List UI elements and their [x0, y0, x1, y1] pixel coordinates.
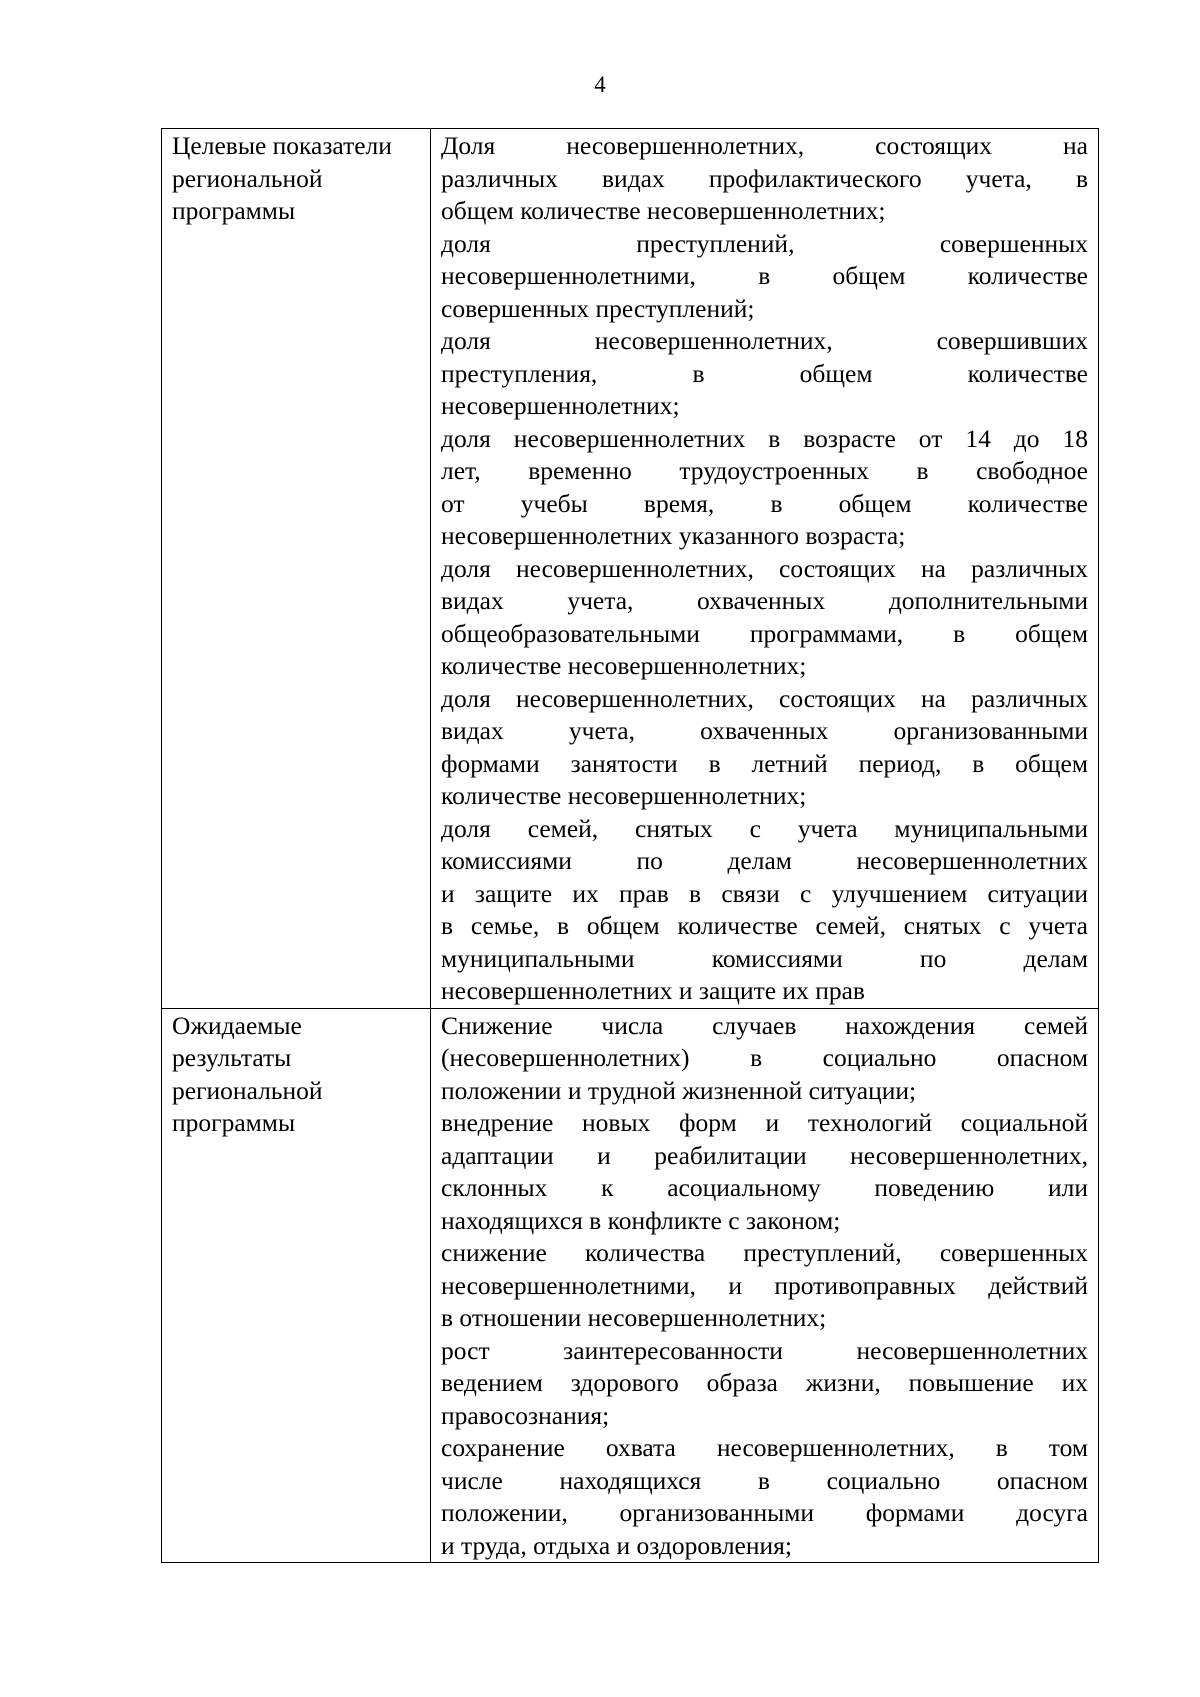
paragraph-line: видах учета, охваченных дополнительными [441, 586, 1088, 615]
paragraph-line: доля преступлений, совершенных [441, 228, 1088, 258]
paragraph-line: Снижение числа случаев нахождения семей [441, 1010, 1088, 1040]
paragraph-line: положении, организованными формами досуга [441, 1498, 1088, 1527]
row-label-cell [162, 129, 431, 1009]
paragraph-line: склонных к асоциальному поведению или [441, 1173, 1088, 1202]
paragraph-line: правосознания; [441, 1400, 610, 1430]
paragraph-line: несовершеннолетними, в общем количестве [441, 261, 1088, 290]
paragraph-line: и труда, отдыха и оздоровления; [441, 1530, 792, 1560]
paragraph-line: преступления, в общем количестве [441, 358, 1088, 388]
paragraph-line: адаптации и реабилитации несовершеннолетних, [441, 1140, 1088, 1170]
content-paragraph [441, 1107, 1088, 1237]
paragraph-line: доля несовершеннолетних в возрасте от 14 до 18 [441, 423, 1088, 453]
table-row [162, 129, 1099, 1009]
paragraph-line: внедрение новых форм и технологий социальной [441, 1108, 1088, 1137]
paragraph-line: видах учета, охваченных организованными [441, 716, 1088, 745]
page-number: 4 [594, 72, 606, 97]
content-paragraph [441, 325, 1088, 423]
paragraph-line: общеобразовательными программами, в общем [441, 618, 1088, 648]
row-content-cell [431, 129, 1099, 1009]
paragraph-line: муниципальными комиссиями по делам [441, 943, 1088, 973]
paragraph-line: несовершеннолетними, и противоправных действий [441, 1270, 1088, 1300]
row-label-line: региональной [172, 163, 323, 193]
paragraph-line: несовершеннолетних указанного возраста; [441, 521, 906, 550]
paragraph-line: рост заинтересованности несовершеннолетних [441, 1335, 1088, 1365]
paragraph-line: количестве несовершеннолетних; [441, 651, 807, 680]
row-label-line: региональной [172, 1075, 323, 1105]
paragraph-line: доля несовершеннолетних, состоящих на различных [441, 683, 1088, 713]
paragraph-line: числе находящихся в социально опасном [441, 1465, 1088, 1495]
content-paragraph [441, 553, 1088, 683]
paragraph-line: (несовершеннолетних) в социально опасном [441, 1043, 1088, 1072]
paragraph-line: количестве несовершеннолетних; [441, 781, 807, 810]
paragraph-line: лет, временно трудоустроенных в свободное [441, 456, 1088, 485]
row-content-cell [431, 1008, 1099, 1563]
row-label-line: программы [172, 1108, 296, 1137]
paragraph-line: несовершеннолетних и защите их прав [441, 976, 865, 1005]
paragraph-line: и защите их прав в связи с улучшением ситуации [441, 878, 1088, 908]
paragraph-line: формами занятости в летний период, в общем [441, 748, 1088, 778]
paragraph-line: несовершеннолетних; [441, 391, 680, 420]
program-table-body [162, 129, 1099, 1563]
paragraph-line: сохранение охвата несовершеннолетних, в том [441, 1433, 1088, 1462]
row-label-cell [162, 1008, 431, 1563]
row-label-line: результаты [172, 1043, 292, 1072]
content-paragraph [441, 1237, 1088, 1335]
paragraph-line: различных видах профилактического учета, в [441, 163, 1088, 193]
row-label-line: Целевые показатели [172, 131, 392, 160]
content-paragraph [441, 228, 1088, 326]
paragraph-line: в отношении несовершеннолетних; [441, 1303, 827, 1332]
paragraph-line: от учебы время, в общем количестве [441, 488, 1088, 518]
content-paragraph [441, 130, 1088, 228]
content-paragraph [441, 1432, 1088, 1562]
program-table [161, 128, 1099, 1563]
paragraph-line: ведением здорового образа жизни, повышение их [441, 1368, 1088, 1397]
paragraph-line: доля несовершеннолетних, состоящих на различных [441, 553, 1088, 583]
content-paragraph [441, 423, 1088, 553]
content-paragraph [441, 1010, 1088, 1108]
paragraph-line: совершенных преступлений; [441, 293, 755, 323]
content-paragraph [441, 683, 1088, 813]
table-row [162, 1008, 1099, 1563]
paragraph-line: снижение количества преступлений, совершенных [441, 1238, 1088, 1267]
paragraph-line: находящихся в конфликте с законом; [441, 1205, 841, 1235]
paragraph-line: положении и трудной жизненной ситуации; [441, 1075, 917, 1105]
row-label-line: Ожидаемые [172, 1010, 302, 1040]
paragraph-line: общем количестве несовершеннолетних; [441, 196, 886, 225]
paragraph-line: в семье, в общем количестве семей, снятых с учета [441, 911, 1088, 940]
paragraph-line: доля несовершеннолетних, совершивших [441, 326, 1088, 355]
paragraph-line: доля семей, снятых с учета муниципальными [441, 813, 1088, 843]
paragraph-line: комиссиями по делам несовершеннолетних [441, 846, 1088, 875]
row-label-line: программы [172, 196, 296, 225]
paragraph-line: Доля несовершеннолетних, состоящих на [441, 131, 1088, 160]
content-paragraph [441, 1335, 1088, 1433]
content-paragraph [441, 813, 1088, 1008]
